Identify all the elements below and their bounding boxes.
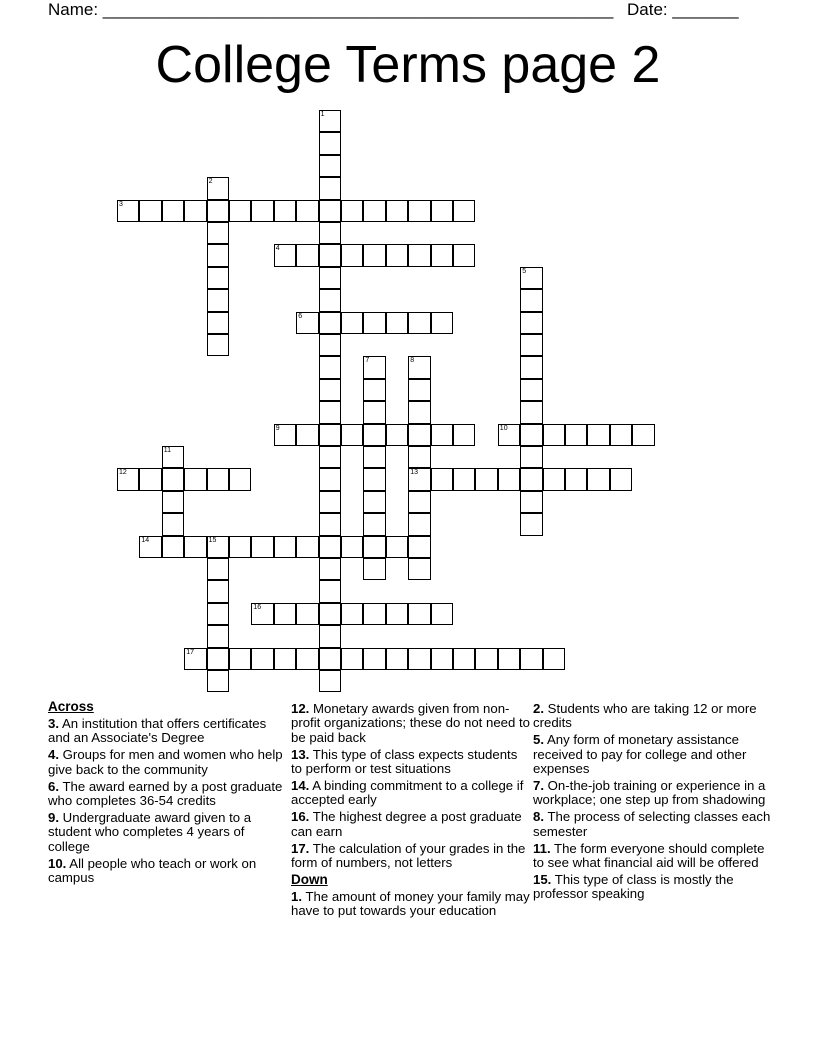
cell-number: 6 bbox=[298, 312, 303, 320]
crossword-cell[interactable] bbox=[207, 312, 229, 334]
crossword-cell[interactable] bbox=[274, 648, 296, 670]
crossword-cell[interactable] bbox=[229, 536, 251, 558]
crossword-cell[interactable] bbox=[117, 200, 139, 222]
crossword-cell[interactable] bbox=[363, 244, 385, 266]
clue-text: A binding commitment to a college if accepted early bbox=[291, 778, 524, 808]
crossword-cell[interactable] bbox=[363, 558, 385, 580]
crossword-cell[interactable] bbox=[319, 603, 341, 625]
crossword-cell[interactable] bbox=[341, 244, 363, 266]
name-field: Name: ______________________________________________________ bbox=[48, 0, 614, 19]
crossword-cell[interactable] bbox=[319, 648, 341, 670]
crossword-cell[interactable] bbox=[363, 603, 385, 625]
crossword-cell[interactable] bbox=[498, 648, 520, 670]
crossword-cell[interactable] bbox=[319, 580, 341, 602]
crossword-cell[interactable] bbox=[632, 424, 654, 446]
cell-number: 9 bbox=[275, 424, 280, 432]
clue-number: 4. bbox=[48, 747, 59, 763]
clue-column-1 bbox=[48, 700, 288, 888]
crossword-cell[interactable] bbox=[520, 446, 542, 468]
crossword-cell[interactable] bbox=[363, 468, 385, 490]
crossword-cell[interactable] bbox=[162, 446, 184, 468]
crossword-cell[interactable] bbox=[453, 244, 475, 266]
clue-number: 7. bbox=[533, 778, 544, 794]
crossword-cell[interactable] bbox=[386, 244, 408, 266]
crossword-cell[interactable] bbox=[229, 648, 251, 670]
cell-number: 1 bbox=[320, 111, 325, 118]
crossword-cell[interactable] bbox=[207, 648, 229, 670]
clue-number: 13. bbox=[291, 746, 310, 762]
clue-down-1 bbox=[291, 890, 531, 919]
crossword-cell[interactable] bbox=[229, 200, 251, 222]
crossword-cell[interactable] bbox=[408, 401, 430, 423]
crossword-cell[interactable] bbox=[520, 356, 542, 378]
crossword-cell[interactable] bbox=[319, 177, 341, 199]
crossword-cell[interactable] bbox=[139, 536, 161, 558]
crossword-cell[interactable] bbox=[520, 513, 542, 535]
across-heading: Across bbox=[48, 699, 94, 714]
crossword-cell[interactable] bbox=[408, 513, 430, 535]
crossword-cell[interactable] bbox=[184, 648, 206, 670]
crossword-cell[interactable] bbox=[207, 267, 229, 289]
crossword-cell[interactable] bbox=[565, 468, 587, 490]
crossword-cell[interactable] bbox=[341, 424, 363, 446]
cell-number: 2 bbox=[208, 178, 213, 186]
crossword-cell[interactable] bbox=[363, 491, 385, 513]
crossword-cell[interactable] bbox=[274, 200, 296, 222]
crossword-cell[interactable] bbox=[408, 244, 430, 266]
cell-number: 7 bbox=[365, 357, 370, 365]
crossword-cell[interactable] bbox=[543, 468, 565, 490]
crossword-cell[interactable] bbox=[184, 536, 206, 558]
cell-number: 15 bbox=[208, 536, 217, 544]
crossword-cell[interactable] bbox=[386, 648, 408, 670]
clue-number: 2. bbox=[533, 701, 544, 716]
crossword-cell[interactable] bbox=[207, 222, 229, 244]
crossword-cell[interactable] bbox=[251, 200, 273, 222]
clue-column-3 bbox=[533, 702, 773, 904]
crossword-cell[interactable] bbox=[520, 289, 542, 311]
clue-number: 3. bbox=[48, 715, 59, 731]
clue-down-11 bbox=[533, 842, 773, 871]
clue-text: This type of class is mostly the professor speaking bbox=[533, 871, 734, 902]
clue-across-14 bbox=[291, 779, 531, 808]
crossword-cell[interactable] bbox=[363, 648, 385, 670]
clue-across-13 bbox=[291, 748, 531, 777]
crossword-cell[interactable] bbox=[319, 312, 341, 334]
crossword-cell[interactable] bbox=[408, 356, 430, 378]
clue-across-3 bbox=[48, 717, 288, 746]
clue-text: The form everyone should complete to see what financial aid will be offered bbox=[533, 840, 765, 871]
crossword-cell[interactable] bbox=[207, 200, 229, 222]
clue-text: On-the-job training or experience in a workplace; one step up from shadowing bbox=[533, 778, 766, 808]
crossword-cell[interactable] bbox=[319, 289, 341, 311]
crossword-cell[interactable] bbox=[565, 424, 587, 446]
clue-down-8 bbox=[533, 810, 773, 839]
crossword-cell[interactable] bbox=[184, 468, 206, 490]
crossword-cell[interactable] bbox=[363, 356, 385, 378]
crossword-cell[interactable] bbox=[408, 536, 430, 558]
crossword-cell[interactable] bbox=[498, 424, 520, 446]
crossword-cell[interactable] bbox=[319, 401, 341, 423]
crossword-cell[interactable] bbox=[363, 424, 385, 446]
crossword-cell[interactable] bbox=[296, 200, 318, 222]
clue-text: This type of class expects students to perform or test situations bbox=[291, 746, 518, 777]
clue-number: 11. bbox=[533, 840, 551, 856]
crossword-cell[interactable] bbox=[207, 625, 229, 647]
clue-across-16 bbox=[291, 810, 531, 839]
crossword-cell[interactable] bbox=[610, 468, 632, 490]
crossword-cell[interactable] bbox=[207, 244, 229, 266]
clue-text: Monetary awards given from non-profit organizations; these do not need to be paid back bbox=[291, 701, 531, 745]
crossword-cell[interactable] bbox=[520, 648, 542, 670]
crossword-cell[interactable] bbox=[274, 603, 296, 625]
page-title: College Terms page 2 bbox=[155, 36, 661, 94]
crossword-cell[interactable] bbox=[319, 424, 341, 446]
crossword-cell[interactable] bbox=[319, 132, 341, 154]
crossword-cell[interactable] bbox=[363, 401, 385, 423]
crossword-cell[interactable] bbox=[319, 110, 341, 132]
cell-number: 5 bbox=[522, 267, 527, 275]
clue-text: The award earned by a post graduate who completes 36-54 credits bbox=[48, 778, 283, 808]
crossword-cell[interactable] bbox=[341, 648, 363, 670]
cell-number: 14 bbox=[141, 536, 150, 544]
crossword-cell[interactable] bbox=[319, 200, 341, 222]
crossword-cell[interactable] bbox=[341, 200, 363, 222]
crossword-cell[interactable] bbox=[431, 648, 453, 670]
crossword-cell[interactable] bbox=[319, 491, 341, 513]
crossword-cell[interactable] bbox=[139, 200, 161, 222]
crossword-cell[interactable] bbox=[386, 312, 408, 334]
crossword-cell[interactable] bbox=[207, 580, 229, 602]
crossword-cell[interactable] bbox=[453, 468, 475, 490]
crossword-cell[interactable] bbox=[431, 312, 453, 334]
clue-across-10 bbox=[48, 857, 288, 886]
crossword-cell[interactable] bbox=[319, 222, 341, 244]
clue-text: All people who teach or work on campus bbox=[48, 855, 257, 885]
crossword-cell[interactable] bbox=[431, 244, 453, 266]
clue-number: 9. bbox=[48, 809, 59, 825]
date-field: Date: _______ bbox=[627, 0, 739, 19]
crossword-cell[interactable] bbox=[408, 603, 430, 625]
clue-number: 8. bbox=[533, 809, 544, 825]
cell-number: 10 bbox=[499, 424, 508, 432]
crossword-cell[interactable] bbox=[229, 468, 251, 490]
cell-number: 3 bbox=[119, 200, 123, 208]
crossword-cell[interactable] bbox=[319, 334, 341, 356]
crossword-cell[interactable] bbox=[363, 200, 385, 222]
crossword-cell[interactable] bbox=[431, 424, 453, 446]
crossword-cell[interactable] bbox=[341, 312, 363, 334]
clue-number: 6. bbox=[48, 778, 59, 794]
clue-column-2 bbox=[291, 702, 531, 921]
crossword-cell[interactable] bbox=[363, 536, 385, 558]
crossword-cell[interactable] bbox=[386, 536, 408, 558]
crossword-cell[interactable] bbox=[498, 468, 520, 490]
crossword-cell[interactable] bbox=[207, 603, 229, 625]
crossword-cell[interactable] bbox=[274, 244, 296, 266]
cell-number: 16 bbox=[253, 603, 262, 611]
clue-number: 16. bbox=[291, 809, 310, 825]
crossword-cell[interactable] bbox=[453, 200, 475, 222]
crossword-cell[interactable] bbox=[386, 200, 408, 222]
crossword-cell[interactable] bbox=[363, 312, 385, 334]
crossword-cell[interactable] bbox=[207, 334, 229, 356]
clue-down-5 bbox=[533, 733, 773, 776]
crossword-cell[interactable] bbox=[117, 468, 139, 490]
crossword-cell[interactable] bbox=[207, 177, 229, 199]
crossword-cell[interactable] bbox=[319, 558, 341, 580]
crossword-cell[interactable] bbox=[296, 424, 318, 446]
crossword-cell[interactable] bbox=[408, 558, 430, 580]
clue-across-9 bbox=[48, 811, 288, 854]
crossword-cell[interactable] bbox=[162, 491, 184, 513]
crossword-cell[interactable] bbox=[207, 558, 229, 580]
crossword-cell[interactable] bbox=[587, 424, 609, 446]
crossword-cell[interactable] bbox=[207, 289, 229, 311]
crossword-cell[interactable] bbox=[475, 468, 497, 490]
crossword-cell[interactable] bbox=[251, 648, 273, 670]
crossword-cell[interactable] bbox=[408, 379, 430, 401]
crossword-cell[interactable] bbox=[162, 200, 184, 222]
crossword-cell[interactable] bbox=[408, 424, 430, 446]
crossword-cell[interactable] bbox=[453, 424, 475, 446]
crossword-cell[interactable] bbox=[319, 625, 341, 647]
clue-text: The process of selecting classes each semester bbox=[533, 809, 771, 839]
crossword-cell[interactable] bbox=[319, 468, 341, 490]
crossword-cell[interactable] bbox=[296, 603, 318, 625]
cell-number: 13 bbox=[410, 469, 418, 477]
crossword-cell[interactable] bbox=[319, 379, 341, 401]
clue-number: 17. bbox=[291, 840, 310, 856]
clue-text: Groups for men and women who help give back to the community bbox=[48, 747, 283, 777]
clue-text: Any form of monetary assistance received to pay for college and other expenses bbox=[533, 732, 747, 777]
crossword-cell[interactable] bbox=[207, 536, 229, 558]
crossword-cell[interactable] bbox=[386, 603, 408, 625]
crossword-cell[interactable] bbox=[363, 446, 385, 468]
crossword-cell[interactable] bbox=[296, 312, 318, 334]
crossword-cell[interactable] bbox=[319, 446, 341, 468]
clue-down-7 bbox=[533, 779, 773, 808]
clue-number: 14. bbox=[291, 778, 310, 794]
crossword-cell[interactable] bbox=[520, 424, 542, 446]
clue-text: The highest degree a post graduate can earn bbox=[291, 809, 522, 839]
crossword-cell[interactable] bbox=[341, 536, 363, 558]
cell-number: 8 bbox=[410, 357, 415, 365]
clue-across-17 bbox=[291, 842, 531, 871]
crossword-cell[interactable] bbox=[207, 670, 229, 692]
crossword-cell[interactable] bbox=[319, 536, 341, 558]
crossword-cell[interactable] bbox=[543, 424, 565, 446]
crossword-cell[interactable] bbox=[162, 513, 184, 535]
crossword-cell[interactable] bbox=[162, 468, 184, 490]
crossword-cell[interactable] bbox=[341, 603, 363, 625]
crossword-cell[interactable] bbox=[408, 648, 430, 670]
crossword-cell[interactable] bbox=[319, 356, 341, 378]
crossword-cell[interactable] bbox=[296, 536, 318, 558]
crossword-cell[interactable] bbox=[610, 424, 632, 446]
crossword-cell[interactable] bbox=[207, 468, 229, 490]
crossword-cell[interactable] bbox=[319, 155, 341, 177]
clue-down-2 bbox=[533, 702, 773, 731]
crossword-cell[interactable] bbox=[520, 334, 542, 356]
crossword-cell[interactable] bbox=[162, 536, 184, 558]
crossword-cell[interactable] bbox=[408, 491, 430, 513]
crossword-cell[interactable] bbox=[363, 379, 385, 401]
crossword-cell[interactable] bbox=[520, 468, 542, 490]
cell-number: 12 bbox=[119, 469, 127, 477]
crossword-cell[interactable] bbox=[139, 468, 161, 490]
clue-number: 1. bbox=[291, 888, 302, 904]
clue-number: 5. bbox=[533, 732, 544, 748]
clue-number: 10. bbox=[48, 855, 67, 871]
clue-text: Students who are taking 12 or more credits bbox=[533, 701, 757, 731]
crossword-cell[interactable] bbox=[431, 603, 453, 625]
crossword-cell[interactable] bbox=[408, 446, 430, 468]
crossword-cell[interactable] bbox=[319, 513, 341, 535]
crossword-cell[interactable] bbox=[520, 312, 542, 334]
crossword-cell[interactable] bbox=[296, 244, 318, 266]
crossword-cell[interactable] bbox=[274, 424, 296, 446]
crossword-cell[interactable] bbox=[587, 468, 609, 490]
crossword-cell[interactable] bbox=[319, 670, 341, 692]
crossword-cell[interactable] bbox=[408, 468, 430, 490]
clue-across-6 bbox=[48, 780, 288, 809]
clue-number: 15. bbox=[533, 871, 552, 887]
clue-down-15 bbox=[533, 873, 773, 902]
crossword-cell[interactable] bbox=[319, 244, 341, 266]
cell-number: 11 bbox=[163, 447, 172, 454]
crossword-cell[interactable] bbox=[520, 491, 542, 513]
crossword-cell[interactable] bbox=[363, 513, 385, 535]
crossword-cell[interactable] bbox=[431, 468, 453, 490]
crossword-cell[interactable] bbox=[520, 401, 542, 423]
clue-across-12 bbox=[291, 702, 531, 745]
crossword-cell[interactable] bbox=[251, 536, 273, 558]
clue-text: The amount of money your family may have to put towards your education bbox=[291, 888, 530, 919]
clue-across-4 bbox=[48, 748, 288, 777]
crossword-cell[interactable] bbox=[453, 648, 475, 670]
crossword-cell[interactable] bbox=[408, 312, 430, 334]
crossword-cell[interactable] bbox=[296, 648, 318, 670]
crossword-cell[interactable] bbox=[274, 536, 296, 558]
crossword-cell[interactable] bbox=[475, 648, 497, 670]
crossword-cell[interactable] bbox=[520, 267, 542, 289]
crossword-cell[interactable] bbox=[386, 424, 408, 446]
clue-number: 12. bbox=[291, 701, 310, 716]
clue-text: The calculation of your grades in the form of numbers, not letters bbox=[291, 840, 526, 871]
clue-text: Undergraduate award given to a student who completes 4 years of college bbox=[48, 809, 252, 854]
crossword-cell[interactable] bbox=[408, 200, 430, 222]
crossword-cell[interactable] bbox=[543, 648, 565, 670]
crossword-cell[interactable] bbox=[251, 603, 273, 625]
crossword-cell[interactable] bbox=[184, 200, 206, 222]
crossword-cell[interactable] bbox=[319, 267, 341, 289]
clue-text: An institution that offers certificates and an Associate's Degree bbox=[48, 715, 267, 746]
cell-number: 4 bbox=[275, 245, 280, 253]
crossword-cell[interactable] bbox=[520, 379, 542, 401]
crossword-cell[interactable] bbox=[431, 200, 453, 222]
cell-number: 17 bbox=[186, 648, 194, 656]
down-heading: Down bbox=[291, 871, 328, 887]
